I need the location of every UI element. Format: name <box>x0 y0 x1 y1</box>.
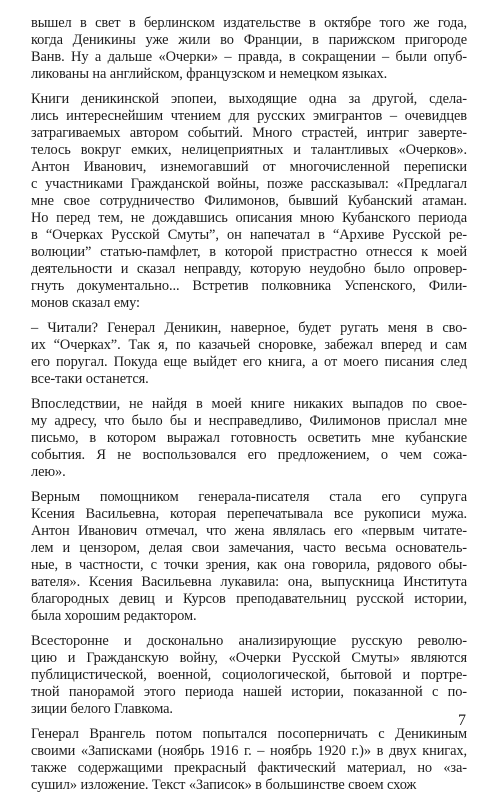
text-line: ликованы на английском, французском и немецком языках. <box>31 66 388 82</box>
text-line: Верным помощником генерала-писателя стала его супруга <box>31 489 467 505</box>
paragraph <box>31 726 467 794</box>
text-line: цию и Гражданскую войну, «Очерки Русской Смуты» являются <box>31 650 467 666</box>
text-line: лею». <box>31 464 66 480</box>
paragraph <box>31 320 467 388</box>
page-number: 7 <box>458 712 466 729</box>
text-line: гнуть документально... Встретив полковника Успенского, Фили- <box>31 278 467 294</box>
text-line: Антон Иванович отмечал, что жена являлась его «первым читате- <box>31 523 467 539</box>
text-line: Всесторонне и досконально анализирующие русскую револю- <box>31 633 467 649</box>
text-line: му адресу, что было бы и несправедливо, Филимонов прислал мне <box>31 413 467 429</box>
text-line: телось вокруг емких, нелицеприятных и талантливых «Очерков». <box>31 142 467 158</box>
text-line: в “Очерках Русской Смуты”, он напечатал в “Архиве Русской ре- <box>31 227 467 243</box>
text-line: их “Очерках”. Так я, по казачьей сноровке, забежал вперед и сам <box>31 337 467 353</box>
text-line: сушил» изложение. Текст «Записок» в большинстве своем схож <box>31 777 417 793</box>
text-line: затрагиваемых автором событий. Много страстей, интриг заверте- <box>31 125 467 141</box>
paragraph <box>31 91 467 312</box>
text-line: – Читали? Генерал Деникин, наверное, будет ругать меня в сво- <box>31 320 467 336</box>
text-line: ные, в частности, с точки зрения, как она говорила, рядового обы- <box>31 557 467 573</box>
text-line: письмо, в котором выражал готовность осветить мне кубанские <box>31 430 467 446</box>
text-line: также содержащими прекрасный фактический материал, но «за- <box>31 760 467 776</box>
text-line: волюции” статью-памфлет, в которой пристрастно отнесся к моей <box>31 244 467 260</box>
paragraph <box>31 489 467 625</box>
paragraph <box>31 633 467 718</box>
text-line: мне свое сотрудничество Филимонов, бывший Кубанский атаман. <box>31 193 467 209</box>
text-line: лись интереснейшим чтением для русских эмигрантов – очевидцев <box>31 108 467 124</box>
text-line: Антон Иванович, изнемогавший от многочисленной переписки <box>31 159 467 175</box>
text-line: монов сказал ему: <box>31 295 140 311</box>
text-line: с участниками Гражданской войны, позже рассказывал: «Предлагал <box>31 176 467 192</box>
text-line: была хорошим редактором. <box>31 608 197 624</box>
text-line: своими «Записками (ноябрь 1916 г. – ноябрь 1920 г.)» в двух книгах, <box>31 743 467 759</box>
text-line: публицистической, военной, социологической, бытовой и портре- <box>31 667 467 683</box>
text-line: вателя». Ксения Васильевна лукавила: она, выпускница Института <box>31 574 467 590</box>
text-line: когда Деникины уже жили во Франции, в парижском пригороде <box>31 32 467 48</box>
text-line: благородных девиц и Курсов преподавательниц русской истории, <box>31 591 467 607</box>
text-line: Книги деникинской эпопеи, выходящие одна за другой, сдела- <box>31 91 467 107</box>
paragraph <box>31 396 467 481</box>
paragraph <box>31 15 467 83</box>
text-line: Ксения Васильевна, которая перепечатывала все рукописи мужа. <box>31 506 467 522</box>
text-line: зиции белого Главкома. <box>31 701 173 717</box>
text-line: Впоследствии, не найдя в моей книге никаких выпадов по свое- <box>31 396 467 412</box>
text-line: вышел в свет в берлинском издательстве в октябре того же года, <box>31 15 467 31</box>
text-line: все-таки останется. <box>31 371 149 387</box>
text-line: Генерал Врангель потом попытался посоперничать с Деникиным <box>31 726 467 742</box>
text-line: его поругал. Покуда еще выйдет его книга, а от моего писания след <box>31 354 467 370</box>
text-line: деятельности и сказал неправду, которую неудобно было опровер- <box>31 261 467 277</box>
text-line: Но перед тем, не дождавшись описания мною Кубанского периода <box>31 210 467 226</box>
text-line: лем и цензором, делая свои замечания, часто весьма основатель- <box>31 540 467 556</box>
text-line: события. Я не воспользовался его предложением, о чем сожа- <box>31 447 467 463</box>
text-line: тной панорамой этого периода нашей истории, показанной с по- <box>31 684 467 700</box>
text-line: Ванв. Ну а дальше «Очерки» – правда, в сокращении – были опуб- <box>31 49 467 65</box>
text-body <box>31 15 467 794</box>
